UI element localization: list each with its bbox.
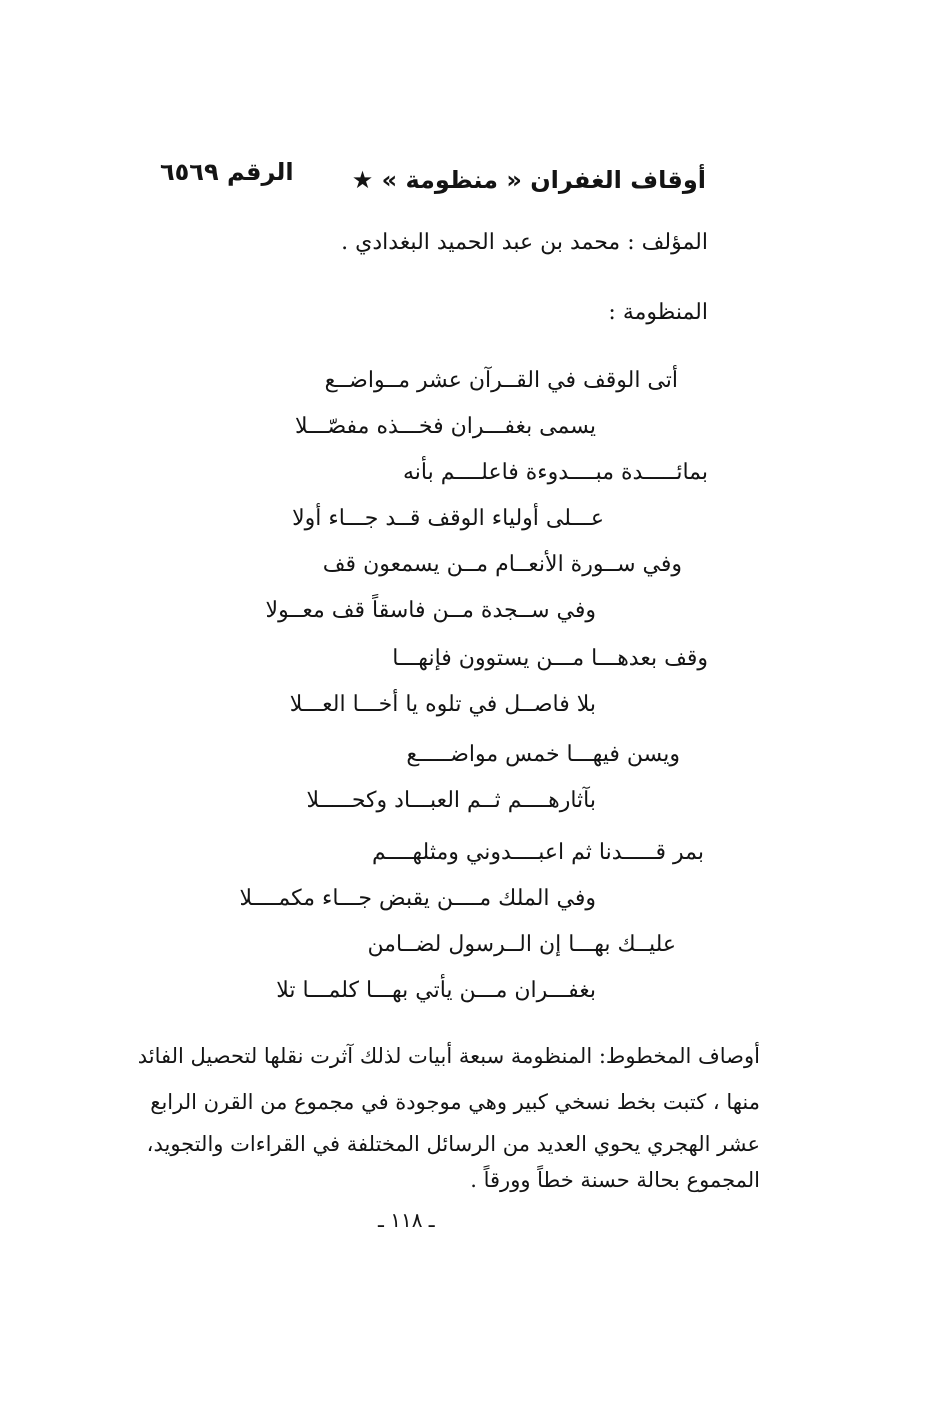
- verse-line: يسمى بغفـــران فخـــذه مفصّـــلا: [295, 414, 596, 439]
- verse-line: وفي الملك مــــن يقبض جـــاء مكمــــلا: [239, 886, 596, 911]
- page-number: ـ ١١٨ ـ: [378, 1208, 435, 1232]
- verse-line: عليــك بهـــا إن الــرسول لضــامن: [367, 932, 676, 957]
- verse-line: وقف بعدهـــا مـــن يستوون فإنهـــا: [392, 646, 708, 671]
- description-line: المجموع بحالة حسنة خطاً وورقاً .: [470, 1168, 760, 1192]
- verse-line: أتى الوقف في القــرآن عشر مــواضــع: [324, 368, 678, 393]
- verse-line: وفي ســورة الأنعــام مــن يسمعون قف: [322, 552, 682, 577]
- description-line: أوصاف المخطوط: المنظومة سبعة أبيات لذلك آثرت نقلها لتحصيل الفائد: [137, 1044, 760, 1068]
- verse-line: بمائـــــدة مبــــدوءة فاعلــــم بأنه: [403, 460, 708, 485]
- description-line: عشر الهجري يحوي العديد من الرسائل المختلفة في القراءات والتجويد،: [146, 1132, 760, 1156]
- verse-line: ويسن فيهـــا خمس مواضـــــع: [406, 742, 680, 767]
- verse-line: عـــلى أولياء الوقف قــد جـــاء أولا: [292, 506, 604, 531]
- manuscript-title: أوقاف الغفران « منظومة » ★: [351, 166, 706, 194]
- verse-line: بآثارهــــم ثــم العبـــاد وكحـــــلا: [306, 788, 596, 813]
- manuscript-number: الرقم ٦٥٦٩: [160, 158, 294, 186]
- verse-line: بغفـــران مـــن يأتي بهـــا كلمـــا تلا: [276, 978, 596, 1003]
- verse-line: وفي ســجدة مــن فاسقاً قف معــولا: [265, 598, 596, 623]
- author-line: المؤلف : محمد بن عبد الحميد البغدادي .: [341, 230, 708, 255]
- description-line: منها ، كتبت بخط نسخي كبير وهي موجودة في مجموع من القرن الرابع: [150, 1090, 760, 1114]
- poem-label: المنظومة :: [608, 300, 708, 325]
- verse-line: بمر قـــــدنا ثم اعبــــدوني ومثلهــــم: [371, 840, 704, 865]
- verse-line: بلا فاصــل في تلوه يا أخـــا العـــلا: [289, 692, 596, 717]
